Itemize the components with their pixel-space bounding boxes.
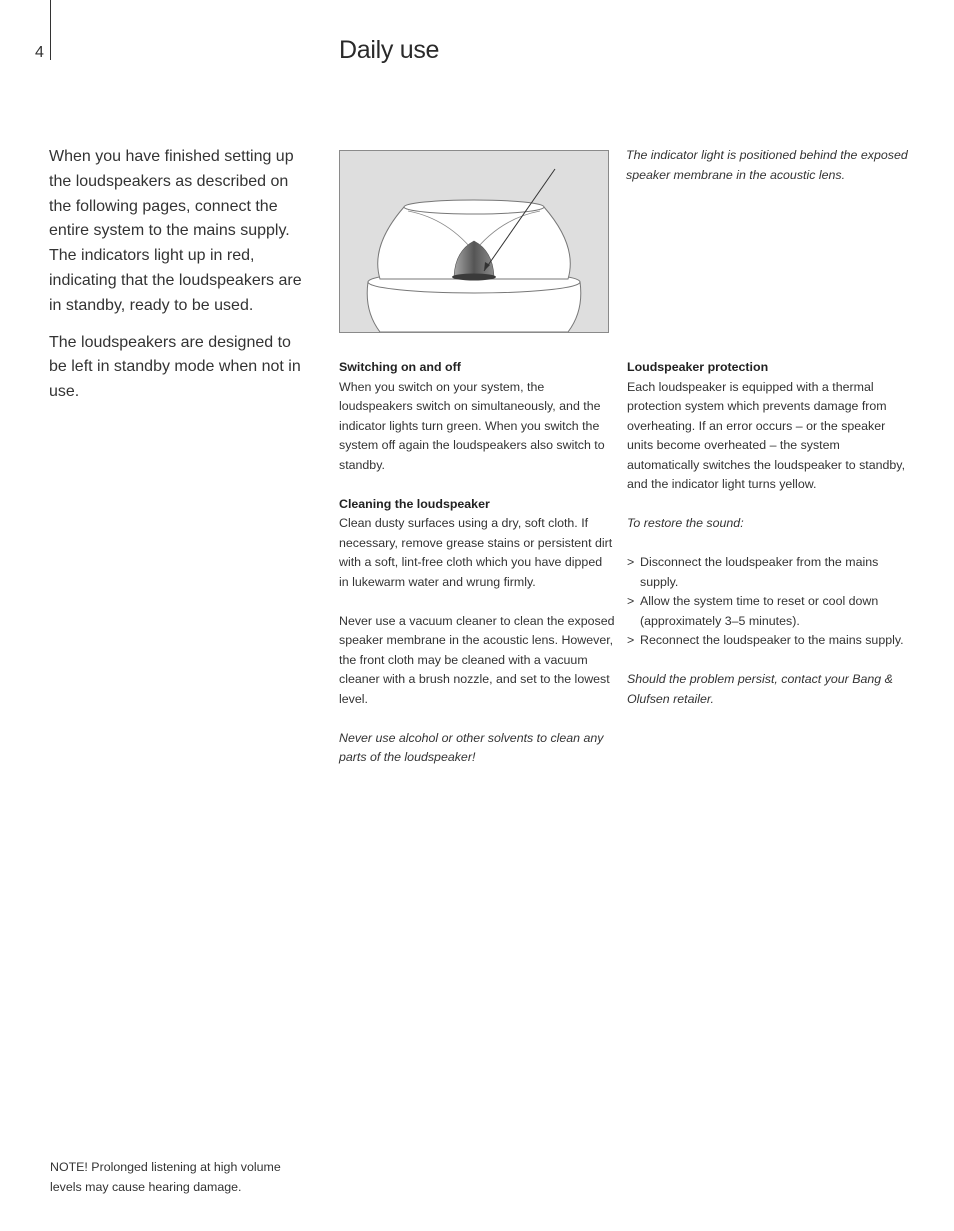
protection-body: Each loudspeaker is equipped with a thermal protection system which prevents damage from overheating. If an error occurs – or the speaker units become overheated – the system automatically switches the loudspeaker to standby, and the indicator light turns yellow. (627, 379, 906, 491)
restore-label: To restore the sound: (627, 516, 744, 530)
restore-step: > Disconnect the loudspeaker from the mains supply. (627, 553, 907, 592)
speaker-illustration (339, 150, 609, 333)
cleaning-vacuum-text: Never use a vacuum cleaner to clean the exposed speaker membrane in the acoustic lens. However, the front cloth may be cleaned with a vacuum cleaner with a brush nozzle, and set to the lowest level. (339, 613, 615, 706)
switching-heading: Switching on and off (339, 360, 461, 374)
right-column (627, 358, 907, 729)
protection-heading: Loudspeaker protection (627, 360, 769, 374)
switching-body: When you switch on your system, the loudspeakers switch on simultaneously, and the indicator lights turn green. When you switch the system off again the loudspeakers also switch to standby. (339, 379, 605, 472)
restore-steps (627, 553, 907, 651)
left-column (339, 358, 615, 787)
cleaning-warning: Never use alcohol or other solvents to clean any parts of the loudspeaker! (339, 730, 604, 764)
page-title: Daily use (339, 36, 440, 64)
hearing-warning-note: NOTE! Prolonged listening at high volume levels may cause hearing damage. (50, 1160, 281, 1194)
cleaning-heading: Cleaning the loudspeaker (339, 496, 490, 511)
figure-caption: The indicator light is positioned behind the exposed speaker membrane in the acoustic lens. (626, 148, 908, 182)
intro-paragraph: When you have finished setting up the loudspeakers as described on the following pages, connect the entire system to the mains supply. The indicators light up in red, indicating that the loudspeakers are in standby, ready to be used. (49, 148, 302, 314)
cleaning-body: Clean dusty surfaces using a dry, soft cloth. If necessary, remove grease stains or persistent dirt with a soft, lint-free cloth which you have dipped in lukewarm water and wrung firmly. (339, 516, 613, 589)
margin-rule (50, 0, 51, 60)
page-number: 4 (35, 44, 44, 61)
intro-text (49, 145, 311, 417)
acoustic-lens-drawing (340, 151, 608, 332)
intro-paragraph: The loudspeakers are designed to be left in standby mode when not in use. (49, 333, 301, 401)
retailer-note: Should the problem persist, contact your Bang & Olufsen retailer. (627, 672, 893, 706)
restore-step: > Allow the system time to reset or cool down (approximately 3–5 minutes). (627, 592, 907, 631)
restore-step: > Reconnect the loudspeaker to the mains supply. (627, 631, 907, 651)
